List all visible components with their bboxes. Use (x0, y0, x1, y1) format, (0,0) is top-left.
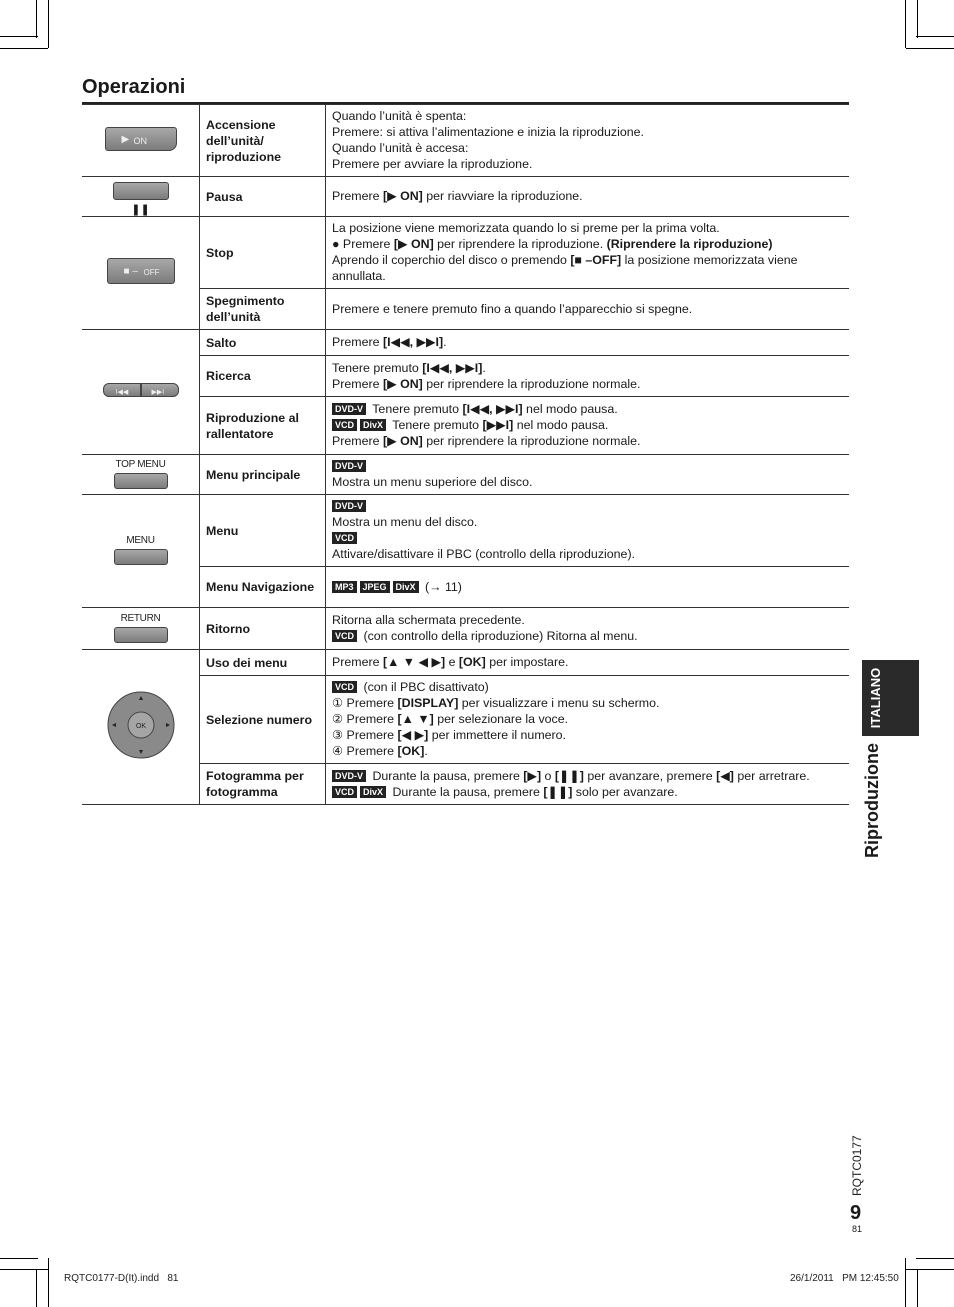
desc-line: Quando l’unità è accesa: (332, 141, 469, 155)
page-title: Operazioni (82, 76, 186, 98)
desc-line (332, 530, 843, 546)
key-text: [DISPLAY] (397, 696, 459, 710)
key-text: [▲ ▼] (397, 712, 434, 726)
key-text: [❚❚] (543, 784, 573, 799)
row-description (326, 567, 850, 608)
section-title-label: Riproduzione (862, 743, 882, 858)
key-text: [▶▶I] (482, 418, 514, 432)
row-label: Spegnimento dell’unità (200, 289, 326, 330)
row-description (326, 650, 850, 676)
desc-text: Premere (332, 434, 383, 448)
desc-line (332, 458, 843, 474)
row-label: Ritorno (200, 608, 326, 650)
crop-mark (48, 1258, 49, 1307)
crop-mark (0, 1258, 38, 1259)
menu-button-cell (82, 495, 200, 608)
key-text: [▶ ON] (382, 376, 423, 391)
desc-line (332, 628, 843, 644)
desc-line (332, 768, 843, 784)
row-description (326, 397, 850, 455)
desc-text: nel modo pausa. (522, 402, 618, 416)
crop-mark (0, 1269, 48, 1270)
desc-text: per avanzare, premere (583, 768, 717, 783)
key-text: [▶] (523, 768, 542, 783)
on-label: ON (133, 135, 147, 146)
row-description (326, 608, 850, 650)
crop-mark (916, 1258, 954, 1259)
off-label: OFF (143, 268, 160, 277)
desc-line (332, 679, 843, 695)
desc-text: ① Premere (332, 696, 398, 710)
skip-buttons (103, 383, 179, 401)
disc-tag: DivX (360, 786, 386, 798)
row-description (326, 217, 850, 289)
desc-text: . (482, 360, 486, 375)
crop-mark (906, 1269, 954, 1270)
footer-file: RQTC0177-D(It).indd 81 (64, 1273, 179, 1284)
pause-button[interactable] (113, 182, 169, 200)
desc-text: per riprendere la riproduzione normale. (422, 376, 641, 391)
row-description (326, 495, 850, 567)
desc-line (332, 433, 843, 449)
desc-line: Mostra un menu superiore del disco. (332, 475, 533, 489)
skip-forward-icon: ▶▶I (151, 389, 165, 396)
crop-mark (0, 48, 48, 49)
key-text: (Riprendere la riproduzione) (606, 237, 773, 251)
desc-text: e (445, 655, 459, 669)
desc-text: Premere (332, 376, 383, 391)
desc-text: nel modo pausa. (513, 418, 609, 432)
disc-tag: VCD (332, 786, 357, 798)
skip-button-cell (82, 330, 200, 455)
crop-mark (36, 0, 37, 38)
navigation-pad-cell (82, 650, 200, 805)
desc-line: Premere: si attiva l’alimentazione e inizia la riproduzione. (332, 125, 644, 139)
desc-line (332, 784, 843, 800)
key-text: [▲ ▼ ◀ ▶] (382, 655, 446, 669)
key-text: [▶ ON] (382, 434, 423, 448)
table-row (82, 330, 849, 356)
desc-line (332, 727, 843, 743)
desc-text: Premere (332, 189, 383, 203)
crop-mark (917, 0, 918, 38)
play-on-button[interactable] (105, 127, 177, 151)
disc-tag: MP3 (332, 581, 357, 593)
disc-tag: VCD (332, 630, 357, 642)
key-text: [OK] (397, 744, 425, 758)
crop-mark (48, 0, 49, 48)
row-description (326, 177, 850, 217)
stop-button-cell (82, 217, 200, 330)
desc-text: Tenere premuto (369, 402, 463, 416)
return-button[interactable] (114, 627, 168, 643)
desc-line: Quando l’unità è spenta: (332, 109, 467, 123)
skip-back-button[interactable] (103, 383, 141, 397)
table-row (82, 608, 849, 650)
return-label: RETURN (120, 612, 161, 624)
desc-text: per riavviare la riproduzione. (422, 189, 583, 203)
desc-text: per immettere il numero. (428, 728, 567, 742)
row-description (326, 764, 850, 805)
crop-mark (917, 1269, 918, 1307)
desc-line: Attivare/disattivare il PBC (controllo della riproduzione). (332, 547, 636, 561)
return-button-cell (82, 608, 200, 650)
table-row (82, 105, 849, 177)
section-title (858, 742, 888, 862)
desc-line: Mostra un menu del disco. (332, 515, 478, 529)
disc-tag: DivX (393, 581, 419, 593)
desc-line (332, 695, 843, 711)
desc-line: Ritorna alla schermata precedente. (332, 613, 525, 627)
row-label: Menu (200, 495, 326, 567)
key-text: [OK] (458, 655, 486, 669)
desc-text: Durante la pausa, premere (369, 768, 524, 783)
disc-tag: DVD-V (332, 403, 366, 415)
stop-off-button[interactable] (107, 258, 175, 284)
skip-forward-button[interactable] (141, 383, 179, 397)
desc-text: (con controllo della riproduzione) Ritorna al menu. (360, 629, 638, 643)
desc-text: Premere (332, 335, 383, 349)
row-label: Stop (200, 217, 326, 289)
key-text: [▶ ON] (382, 189, 423, 203)
row-description (326, 676, 850, 764)
desc-text: Tenere premuto (389, 418, 483, 432)
desc-text: per riprendere la riproduzione. (433, 237, 607, 251)
desc-text: solo per avanzare. (572, 784, 678, 799)
table-row (82, 177, 849, 217)
row-description (326, 330, 850, 356)
desc-text: (→ 11) (421, 579, 462, 594)
skip-back-icon: I◀◀ (115, 389, 129, 396)
table-row (82, 650, 849, 676)
page-number-small: 81 (852, 1224, 863, 1234)
disc-tag: DVD-V (332, 500, 366, 512)
desc-text: (con il PBC disattivato) (360, 680, 489, 694)
ok-label: OK (135, 723, 146, 730)
pause-button-cell (82, 177, 200, 217)
desc-text: per selezionare la voce. (433, 712, 569, 726)
desc-text: ④ Premere (332, 744, 398, 758)
row-label: Selezione numero (200, 676, 326, 764)
desc-text: ● Premere (332, 237, 394, 251)
desc-text: o (541, 768, 555, 783)
desc-text: Aprendo il coperchio del disco o premendo (332, 253, 571, 267)
row-label: Riproduzione al rallentatore (200, 397, 326, 455)
row-label: Salto (200, 330, 326, 356)
play-icon: ▶ (121, 133, 130, 145)
row-label: Accensione dell’unità/ riproduzione (200, 105, 326, 177)
desc-line (332, 711, 843, 727)
page-number: 9 (850, 1202, 862, 1224)
row-description: Premere e tenere premuto fino a quando l’apparecchio si spegne. (326, 289, 850, 330)
row-label: Menu Navigazione (200, 567, 326, 608)
desc-text: per visualizzare i menu su schermo. (458, 696, 660, 710)
key-text: [▶ ON] (393, 237, 434, 251)
desc-text: . (424, 744, 428, 758)
desc-line (332, 252, 843, 284)
crop-mark (0, 36, 38, 37)
desc-text: per riprendere la riproduzione normale. (422, 434, 641, 448)
row-label: Ricerca (200, 356, 326, 397)
desc-line (332, 360, 843, 376)
menu-button[interactable] (114, 549, 168, 565)
doc-code-label: RQTC0177 (850, 1135, 864, 1196)
desc-line (332, 376, 843, 392)
row-description (326, 455, 850, 495)
key-text: [I◀◀, ▶▶I] (422, 360, 483, 375)
top-menu-label: TOP MENU (115, 458, 166, 470)
desc-line (332, 417, 843, 433)
desc-text: Premere (332, 655, 383, 669)
row-label: Uso dei menu (200, 650, 326, 676)
key-text: [I◀◀, ▶▶I] (382, 335, 444, 349)
row-label: Fotogramma per fotogramma (200, 764, 326, 805)
top-menu-button-cell (82, 455, 200, 495)
row-description (326, 105, 850, 177)
disc-tag: JPEG (360, 581, 390, 593)
desc-text: . (443, 335, 447, 349)
disc-tag: DVD-V (332, 460, 366, 472)
desc-text: ③ Premere (332, 728, 398, 742)
table-row (82, 217, 849, 289)
operations-table (82, 104, 849, 805)
desc-text: Tenere premuto (332, 360, 423, 375)
language-tab-label: ITALIANO (868, 667, 883, 729)
disc-tag: VCD (332, 419, 357, 431)
crop-mark (906, 48, 954, 49)
crop-mark (916, 36, 954, 37)
stop-icon: ■ – (123, 266, 138, 277)
desc-line: Premere per avviare la riproduzione. (332, 157, 533, 171)
desc-line (332, 401, 843, 417)
key-text: [I◀◀, ▶▶I] (462, 402, 523, 416)
desc-line (332, 498, 843, 514)
doc-code (848, 1130, 868, 1200)
key-text: [■ –OFF] (570, 253, 622, 267)
disc-tag: DVD-V (332, 770, 366, 782)
pause-icon: ❚❚ (131, 203, 150, 216)
key-text: [❚❚] (554, 768, 584, 783)
desc-line (332, 743, 843, 759)
row-label: Menu principale (200, 455, 326, 495)
desc-text: per impostare. (485, 655, 569, 669)
menu-label: MENU (126, 535, 155, 546)
row-description (326, 356, 850, 397)
key-text: [◀ ▶] (397, 728, 429, 742)
key-text: [◀] (716, 768, 734, 783)
crop-mark (36, 1269, 37, 1307)
disc-tag: VCD (332, 532, 357, 544)
navigation-pad[interactable] (106, 690, 176, 760)
desc-text: per arretrare. (733, 768, 810, 783)
table-row (82, 495, 849, 567)
language-tab (862, 660, 919, 736)
disc-tag: VCD (332, 681, 357, 693)
footer-date: 26/1/2011 PM 12:45:50 (790, 1273, 899, 1284)
on-button-cell (82, 105, 200, 177)
desc-text: la posizione memorizzata viene annullata. (332, 253, 798, 283)
desc-text: Durante la pausa, premere (389, 784, 544, 799)
crop-mark (905, 0, 906, 48)
disc-tag: DivX (360, 419, 386, 431)
row-label: Pausa (200, 177, 326, 217)
table-row (82, 455, 849, 495)
top-menu-button[interactable] (114, 473, 168, 489)
crop-mark (905, 1258, 906, 1307)
desc-text: ② Premere (332, 712, 398, 726)
desc-line: La posizione viene memorizzata quando lo si preme per la prima volta. (332, 221, 720, 235)
desc-line (332, 236, 843, 252)
